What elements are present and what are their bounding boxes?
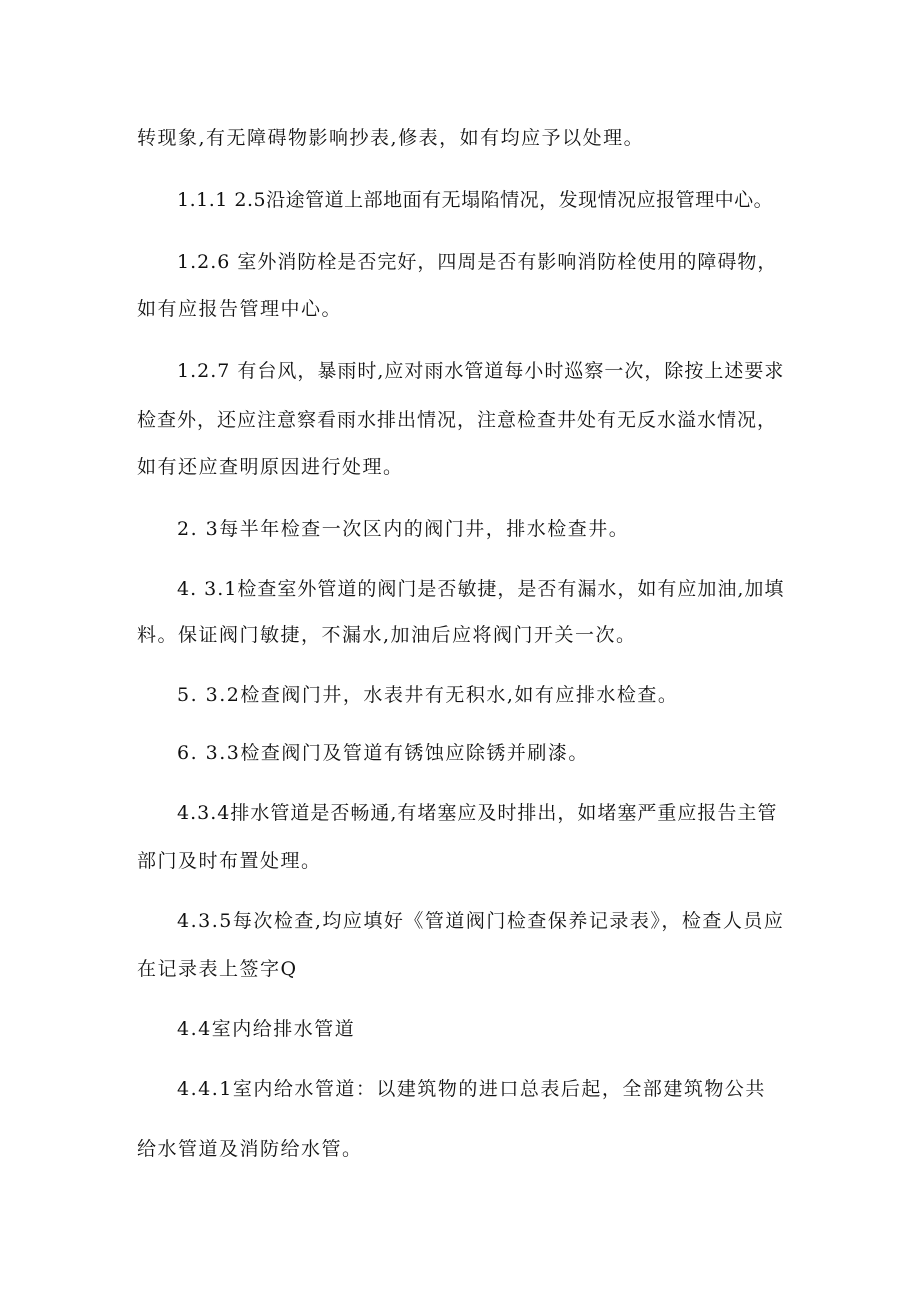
text-line: 4.4室内给排水管道 xyxy=(177,1018,356,1040)
text-line: 2. 3每半年检查一次区内的阀门井，排水检查井。 xyxy=(177,518,630,540)
text-line: 1.2.7 有台风，暴雨时,应对雨水管道每小时巡察一次，除按上述要求 xyxy=(177,360,785,382)
text-line: 1.1.1 2.5沿途管道上部地面有无塌陷情况，发现情况应报管理中心。 xyxy=(177,189,774,211)
text-line: 6. 3.3检查阀门及管道有锈蚀应除锈并刷漆。 xyxy=(177,742,589,764)
text-line: 1.2.6 室外消防栓是否完好，四周是否有影响消防栓使用的障碍物， xyxy=(177,251,778,273)
text-line: 给水管道及消防给水管。 xyxy=(137,1138,363,1160)
text-line: 4.3.4排水管道是否畅通,有堵塞应及时排出，如堵塞严重应报告主管 xyxy=(177,802,778,824)
text-line: 如有应报告管理中心。 xyxy=(137,298,343,320)
text-line: 5. 3.2检查阀门井，水表井有无积水,如有应排水检查。 xyxy=(177,684,679,706)
text-line: 部门及时布置处理。 xyxy=(137,850,322,872)
text-line: 4.4.1室内给水管道：以建筑物的进口总表后起，全部建筑物公共 xyxy=(177,1078,766,1100)
text-line: 如有还应查明原因进行处理。 xyxy=(137,456,404,478)
text-line: 转现象,有无障碍物影响抄表,修表，如有均应予以处理。 xyxy=(137,127,645,149)
text-line: 在记录表上签字Q xyxy=(137,958,298,980)
text-line: 4. 3.1检查室外管道的阀门是否敏捷，是否有漏水，如有应加油,加填 xyxy=(177,578,785,600)
text-line: 料。保证阀门敏捷，不漏水,加油后应将阀门开关一次。 xyxy=(137,624,637,646)
text-line: 4.3.5每次检查,均应填好《管道阀门检查保养记录表》，检查人员应 xyxy=(177,910,785,932)
text-line: 检查外，还应注意察看雨水排出情况，注意检查井处有无反水溢水情况， xyxy=(137,409,778,431)
